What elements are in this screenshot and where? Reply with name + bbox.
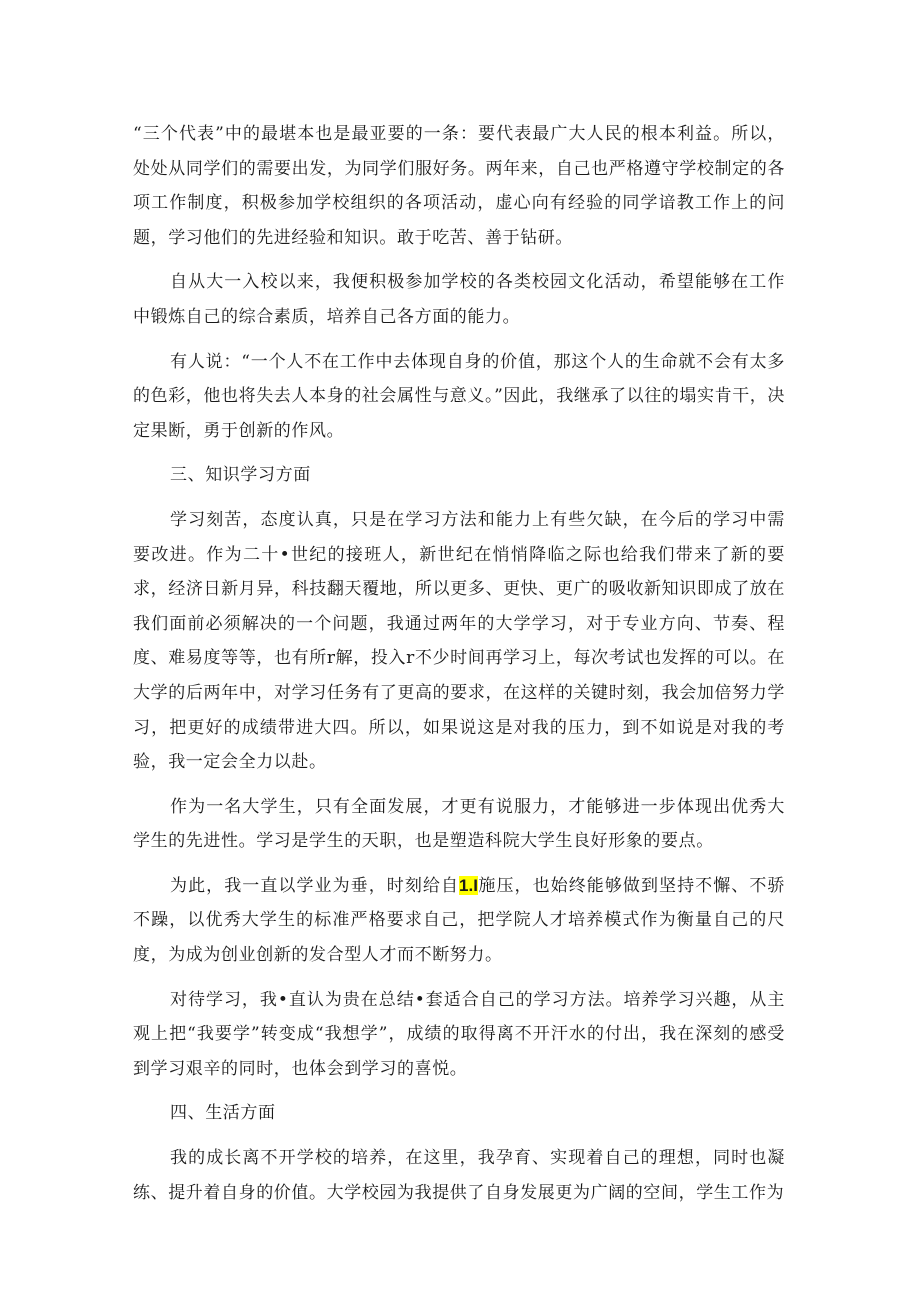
paragraph-representatives: “三个代表”中的最堪本也是最亚要的一条：要代表最广大人民的根本利益。所以，处处从同学们的需要出发，为同学们服好务。两年来，自己也严格遵守学校制定的各项工作制度，积极参加学校组织的各项活动，虚心向有经验的同学谙教工作上的问题，学习他们的先进经验和知识。敢于吃苦、善于钻研。 <box>133 124 785 248</box>
paragraph-text-after-highlight: 施压，也始终能够做到坚持不懈、不骄不躁，以优秀大学生的标准严格要求自己，把学院人才培养模式作为衡量自己的尺度，为成为创业创新的发合型人才而不断努力。 <box>133 875 785 966</box>
highlighted-text: 1.I <box>459 875 478 895</box>
paragraph-study-method: 对待学习，我•直认为贵在总结•套适合自己的学习方法。培养学习兴趣，从主观上把“我要学”转变成“我想学”，成绩的取得离不开汗水的付出，我在深刻的感受到学习艰辛的同时，也体会到学习的喜悦。 <box>133 989 785 1079</box>
paragraph-campus-activities: 自从大一入校以来，我便积极参加学校的各类校园文化活动，希望能够在工作中锻炼自己的综合素质，培养自己各方面的能力。 <box>133 272 785 327</box>
paragraph-growth: 我的成长离不开学校的培养，在这里，我孕育、实现着自己的理想，同时也凝练、提升着自身的价值。大学校园为我提供了自身发展更为广阔的空间，学生工作为 <box>133 1148 785 1203</box>
paragraph-all-round-development: 作为一名大学生，只有全面发展，才更有说服力，才能够进一步体现出优秀大学生的先进性。学习是学生的天职，也是塑造科院大学生良好形象的要点。 <box>133 796 785 852</box>
paragraph-text-before-highlight: 为此，我一直以学业为垂，时刻给自 <box>170 875 460 896</box>
paragraph-quote: 有人说：“一个人不在工作中去体现自身的价值，那这个人的生命就不会有太多的色彩，他也将失去人本身的社会属性与意义。”因此，我继承了以往的塌实肯干，决定果断，勇于创新的作风。 <box>133 351 785 441</box>
document-body <box>133 117 785 1220</box>
paragraph-study-attitude: 学习刻苦，态度认真，只是在学习方法和能力上有些欠缺，在今后的学习中需要改进。作为二十•世纪的接班人，新世纪在悄悄降临之际也给我们带来了新的要求，经济日新月异，科技翻天覆地，所以更多、更快、更广的吸收新知识即成了放在我们面前必须解决的一个问题，我通过两年的大学学习，对于专业方向、节奏、程度、难易度等等，也有所r解，投入r不少时间再学习上，每次考试也发挥的可以。在大学的后两年中，对学习任务有了更高的要求，在这样的关键时刻，我会加倍努力学习，把更好的成绩带进大四。所以，如果说这是对我的压力，到不如说是对我的考验，我一定会全力以赴。 <box>133 509 785 773</box>
paragraph-academic-focus <box>133 869 785 973</box>
section-heading-study: 三、知识学习方面 <box>170 465 311 486</box>
section-heading-life: 四、生活方面 <box>170 1103 276 1124</box>
